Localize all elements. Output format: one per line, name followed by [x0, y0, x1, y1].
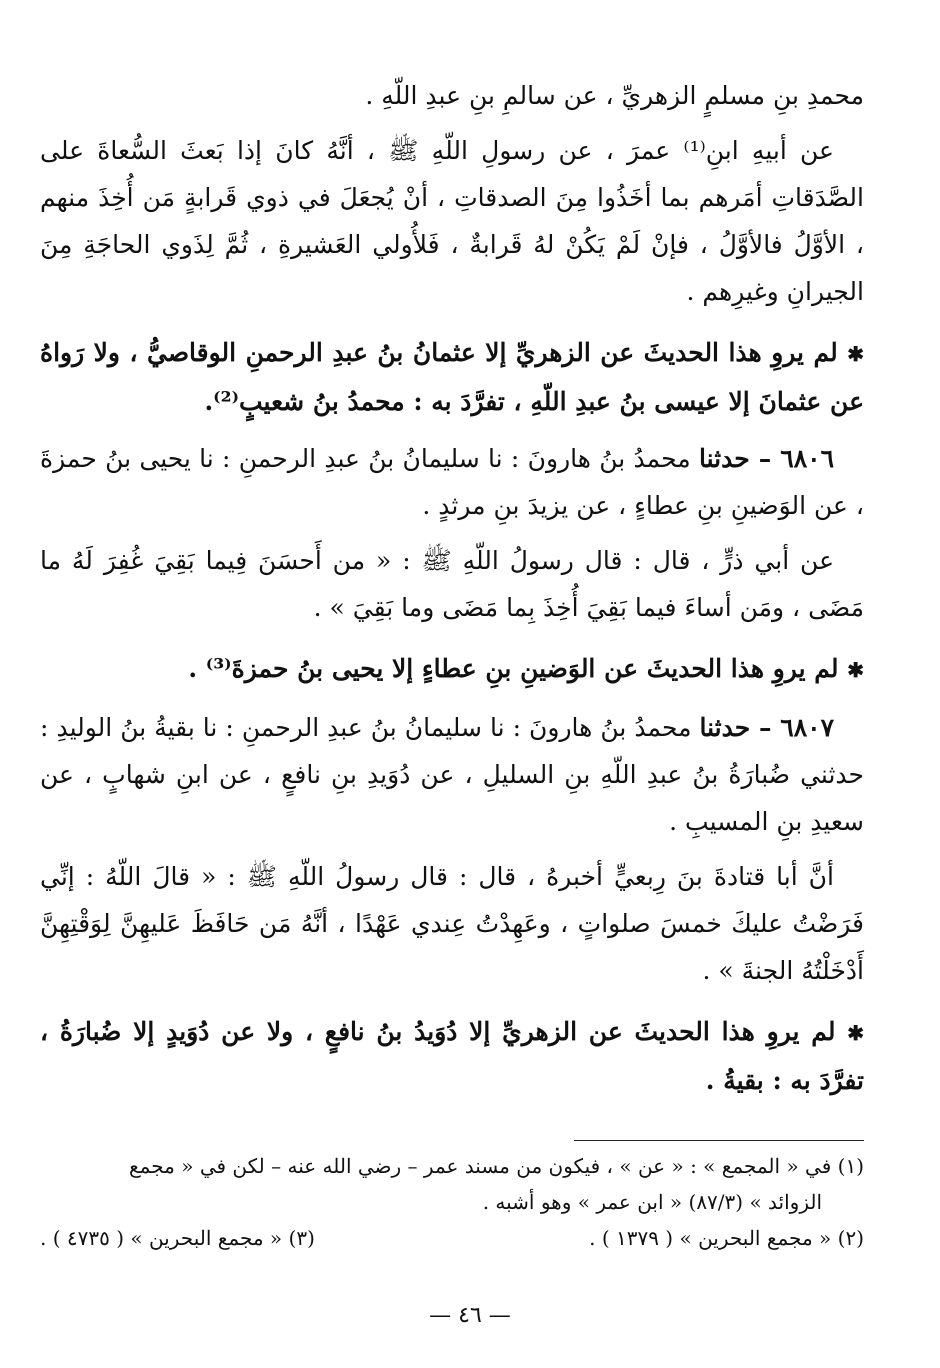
- page-number: — ٤٦ —: [429, 1303, 511, 1328]
- asterisk-icon: ✱: [847, 1021, 864, 1045]
- editor-note-3-text: لم يروِ هذا الحديثَ عن الزهريِّ إلا دُوَيدُ بنُ نافعٍ ، ولا عن دُوَيدٍ إلا ضُبارَةُ ، تفرَّدَ به : بقيةُ .: [40, 1017, 864, 1095]
- editor-note-2: [40, 645, 864, 694]
- hadith-text-1: عن أبيهِ ابنِ⁽¹⁾ عمرَ ، عن رسولِ اللّهِ ﷺ ، أنَّهُ كانَ إذا بَعثَ السُّعاةَ على الصَّدَقاتِ أمَرهم بما أخَذُوا مِنَ الصدقاتِ ، أنْ يُجعَلَ في ذوي قَرابةٍ مَن أُخِذَ منهم ، الأوَّلُ فالأوَّلُ ، فإنْ لَمْ يَكُنْ لهُ قَرابةٌ ، فَلأُولي العَشيرةِ ، ثُمَّ لِذَوي الحاجَةِ مِنَ الجيرانِ وغيرِهم .: [40, 136, 864, 306]
- hadith-6806-number: ٦٨٠٦ – حدثنا: [698, 444, 834, 473]
- footnotes: [40, 1148, 864, 1256]
- opening-line: محمدِ بنِ مسلمٍ الزهريِّ ، عن سالمِ بنِ عبدِ اللّهِ .: [365, 81, 864, 110]
- page-body: [40, 72, 864, 1104]
- footnote-separator: [574, 1140, 864, 1141]
- footnote-3: (٣) « مجمع البحرين » ( ٤٧٣٥ ) .: [40, 1226, 315, 1250]
- editor-note-2-text: لم يروِ هذا الحديثَ عن الوَضينِ بنِ عطاءٍ إلا يحيى بنُ حمزةَ⁽³⁾ .: [188, 654, 839, 683]
- asterisk-icon: ✱: [847, 658, 864, 682]
- editor-note-3: [40, 1008, 864, 1104]
- hadith-text-2: عن أبي ذرٍّ ، قال : قال رسولُ اللّهِ ﷺ : « من أَحسَنَ فِيما بَقِيَ غُفِرَ لَهُ ما مَضَى ، ومَن أساءَ فيما بَقِيَ أُخِذَ بِما مَضَى وما بَقِيَ » .: [40, 546, 864, 622]
- footnote-1-line-1: (١) في « المجمع » : « عن » ، فيكون من مسند عمر – رضي الله عنه – لكن في « مجمع: [129, 1154, 864, 1178]
- editor-note-1-text: لم يروِ هذا الحديثَ عن الزهريِّ إلا عثمانُ بنُ عبدِ الرحمنِ الوقاصيُّ ، ولا رَواهُ عن عثمانَ إلا عيسى بنُ عبدِ اللّهِ ، تفرَّدَ به : محمدُ بنُ شعيبٍ⁽²⁾.: [40, 338, 864, 416]
- hadith-text-3: أنَّ أبا قتادةَ بنَ رِبعيٍّ أخبرهُ ، قال : قال رسولُ اللّهِ ﷺ : « قالَ اللّهُ : إنِّي فَرَضْتُ عليكَ خمسَ صلواتٍ ، وعَهِدْتُ عِندي عَهْدًا ، أنَّهُ مَن حَافَظَ عَليهِنَّ لِوَقْتِهِنَّ أَدْخَلْتُهُ الجنةَ » .: [40, 862, 864, 985]
- footnote-2: (٢) « مجمع البحرين » ( ١٣٧٩ ) .: [589, 1226, 864, 1250]
- asterisk-icon: ✱: [847, 342, 864, 366]
- hadith-6807-isnad: محمدُ بنُ هارونَ : نا سليمانُ بنُ عبدِ الرحمنِ : نا بقيةُ بنُ الوليدِ : حدثني ضُبارَةُ بنُ عبدِ اللّهِ بنِ السليلِ ، عن دُوَيدِ بنِ نافعٍ ، عن ابنِ شهابٍ ، عن سعيدِ بنِ المسيبِ .: [40, 713, 864, 836]
- hadith-6806-isnad: محمدُ بنُ هارونَ : نا سليمانُ بنُ عبدِ الرحمنِ : نا يحيى بنُ حمزةَ ، عن الوَضينِ بنِ عطاءٍ ، عن يزيدَ بنِ مرثدٍ .: [40, 444, 864, 520]
- editor-note-1: [40, 329, 864, 425]
- footnote-row-2-3: [40, 1220, 864, 1256]
- hadith-6807-number: ٦٨٠٧ – حدثنا: [699, 713, 834, 742]
- hadith-6807-chain: [40, 704, 864, 845]
- hadith-6806-chain: [40, 435, 864, 529]
- footnote-1-line-2: الزوائد » (٨٧/٣) « ابن عمر » وهو أشبه .: [482, 1190, 822, 1214]
